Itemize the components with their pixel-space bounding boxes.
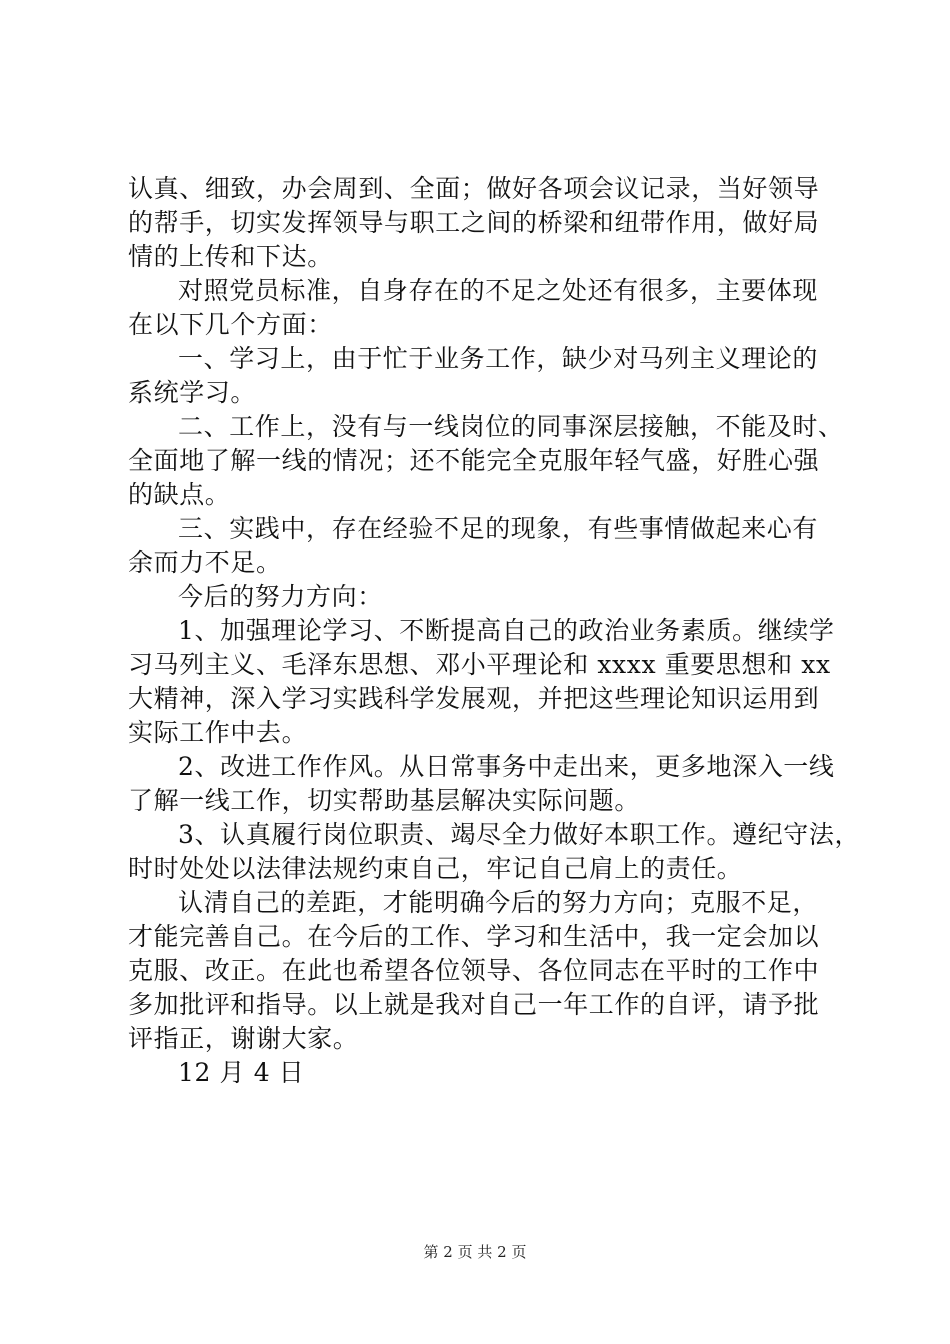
text-line: 认真、细致，办会周到、全面；做好各项会议记录，当好领导: [128, 174, 820, 203]
text-line: 情的上传和下达。: [128, 242, 333, 271]
text-line: 评指正，谢谢大家。: [128, 1024, 359, 1053]
text-line: 实际工作中去。: [128, 718, 308, 747]
text-line: 认清自己的差距，才能明确今后的努力方向；克服不足，: [178, 888, 819, 917]
text-line: 系统学习。: [128, 378, 257, 407]
text-line: 了解一线工作，切实帮助基层解决实际问题。: [128, 786, 641, 815]
text-line: 今后的努力方向：: [178, 582, 383, 611]
text-line: 全面地了解一线的情况；还不能完全克服年轻气盛，好胜心强: [128, 446, 820, 475]
text-line: 二、工作上，没有与一线岗位的同事深层接触，不能及时、: [178, 412, 844, 441]
text-line: 时时处处以法律法规约束自己，牢记自己肩上的责任。: [128, 854, 743, 883]
text-line: 克服、改正。在此也希望各位领导、各位同志在平时的工作中: [128, 956, 820, 985]
text-line: 2、改进工作作风。从日常事务中走出来，更多地深入一线: [178, 752, 835, 781]
text-line: 一、学习上，由于忙于业务工作，缺少对马列主义理论的: [178, 344, 819, 373]
text-line: 余而力不足。: [128, 548, 282, 577]
text-line: 多加批评和指导。以上就是我对自己一年工作的自评，请予批: [128, 990, 820, 1019]
text-line: 习马列主义、毛泽东思想、邓小平理论和 xxxx 重要思想和 xx: [128, 650, 831, 679]
text-line: 在以下几个方面：: [128, 310, 333, 339]
text-line: 对照党员标准，自身存在的不足之处还有很多，主要体现: [178, 276, 819, 305]
text-line: 的缺点。: [128, 480, 231, 509]
text-line: 才能完善自己。在今后的工作、学习和生活中，我一定会加以: [128, 922, 820, 951]
text-line: 的帮手，切实发挥领导与职工之间的桥梁和纽带作用，做好局: [128, 208, 820, 237]
text-line: 1、加强理论学习、不断提高自己的政治业务素质。继续学: [178, 616, 835, 645]
page-footer: 第 2 页 共 2 页: [423, 1243, 527, 1261]
date-line: 12 月 4 日: [178, 1058, 305, 1087]
text-line: 大精神，深入学习实践科学发展观，并把这些理论知识运用到: [128, 684, 820, 713]
text-line: 三、实践中，存在经验不足的现象，有些事情做起来心有: [178, 514, 819, 543]
text-line: 3、认真履行岗位职责、竭尽全力做好本职工作。遵纪守法，: [178, 820, 861, 849]
